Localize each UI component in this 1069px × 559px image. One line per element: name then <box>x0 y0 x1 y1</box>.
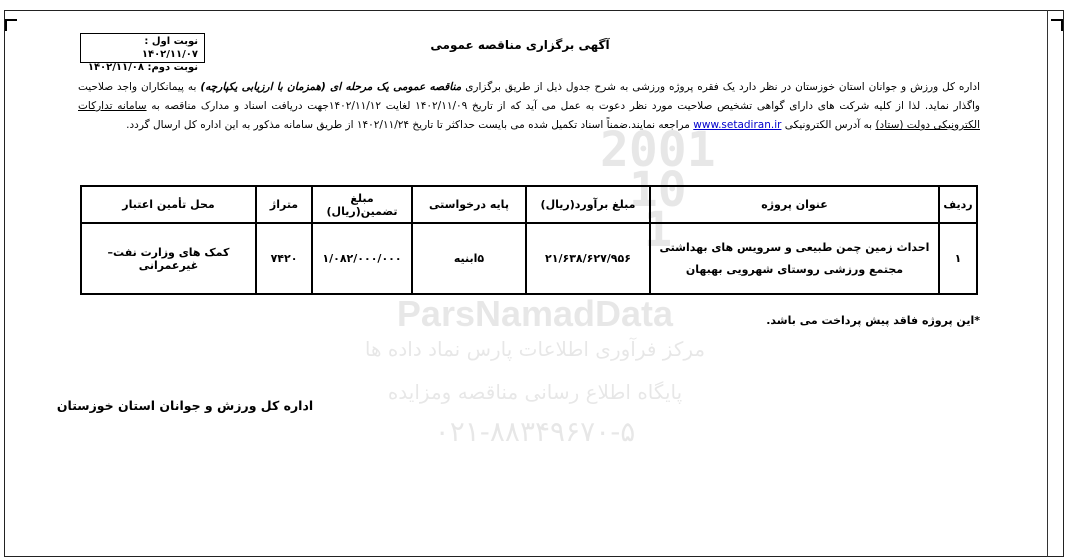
first-round-date: نوبت اول : ۱۴۰۲/۱۱/۰۷ <box>141 36 198 60</box>
frame-corner-top-right <box>1051 19 1063 31</box>
publication-dates-box <box>80 33 205 73</box>
tender-type: مناقصه عمومی یک مرحله ای (همزمان با ارزیابی یکپارچه) <box>200 81 462 93</box>
page-title: آگهی برگزاری مناقصه عمومی <box>430 38 610 52</box>
watermark-phone: ۰۲۱-۸۸۳۴۹۶۷۰-۵ <box>434 415 636 448</box>
table-row <box>81 223 977 294</box>
cell-row-no: ۱ <box>939 223 977 294</box>
watermark-number: 2001 10 1 <box>600 122 716 258</box>
header-project-title: عنوان پروژه <box>650 186 939 223</box>
header-funding: محل تأمین اعتبار <box>81 186 256 223</box>
cell-estimate: ۲۱/۶۳۸/۶۲۷/۹۵۶ <box>526 223 650 294</box>
website-link[interactable]: www.setadiran.ir <box>693 119 782 131</box>
intro-part-2: به پیمانکاران واجد صلاحیت واگذار نماید. لذا از کلیه شرکت های دارای گواهی تشخیص صلاحیت مورد نظر دعوت به عمل می آید که از تاریخ ۱۴۰۲/۱۱/۰۹ لغایت ۱۴۰۲/۱۱/۱۲جهت دریافت اسناد و مدارک مناقصه به <box>78 81 980 112</box>
header-area: متراژ <box>256 186 312 223</box>
header-guarantee: مبلغ تضمین(ریال) <box>312 186 412 223</box>
cell-project-title: احداث زمین چمن طبیعی و سرویس های بهداشتی مجتمع ورزشی روستای شهرویی بهبهان <box>650 223 939 294</box>
second-round-date: نوبت دوم: ۱۴۰۲/۱۱/۰۸ <box>87 62 198 73</box>
intro-part-1: اداره کل ورزش و جوانان استان خوزستان در نظر دارد یک فقره پروژه ورزشی به شرح جدول ذیل از طریق برگزاری <box>465 81 981 93</box>
cell-area: ۷۴۲۰ <box>256 223 312 294</box>
margin-line <box>1047 10 1048 557</box>
table-header-row <box>81 186 977 223</box>
intro-part-4: مراجعه نمایند.ضمناً اسناد تکمیل شده می بایست حداکثر تا تاریخ ۱۴۰۲/۱۱/۲۴ از طریق سامانه مذکور به این اداره کل ارسال گردد. <box>126 119 690 131</box>
watermark-line-2: پایگاه اطلاع رسانی مناقصه ومزایده <box>387 380 683 404</box>
header-grade: پایه درخواستی <box>412 186 526 223</box>
cell-grade: ۵ابنیه <box>412 223 526 294</box>
prepayment-note: *این پروژه فاقد پیش پرداخت می باشد. <box>766 314 980 327</box>
watermark-line-1: مرکز فرآوری اطلاعات پارس نماد داده ها <box>364 337 706 361</box>
watermark-brand: ParsNamadData <box>396 293 674 334</box>
header-estimate: مبلغ برآورد(ریال) <box>526 186 650 223</box>
intro-part-3: به آدرس الکترونیکی <box>784 119 873 131</box>
frame-corner-top-left <box>5 19 17 31</box>
projects-table <box>80 185 978 295</box>
issuer-signature: اداره کل ورزش و جوانان استان خوزستان <box>56 398 314 413</box>
header-row-no: ردیف <box>939 186 977 223</box>
intro-paragraph <box>78 78 980 135</box>
system-name-link[interactable]: سامانه تدارکات الکترونیکی دولت (ستاد) <box>78 100 980 131</box>
cell-guarantee: ۱/۰۸۲/۰۰۰/۰۰۰ <box>312 223 412 294</box>
cell-funding: کمک های وزارت نفت–غیرعمرانی <box>81 223 256 294</box>
